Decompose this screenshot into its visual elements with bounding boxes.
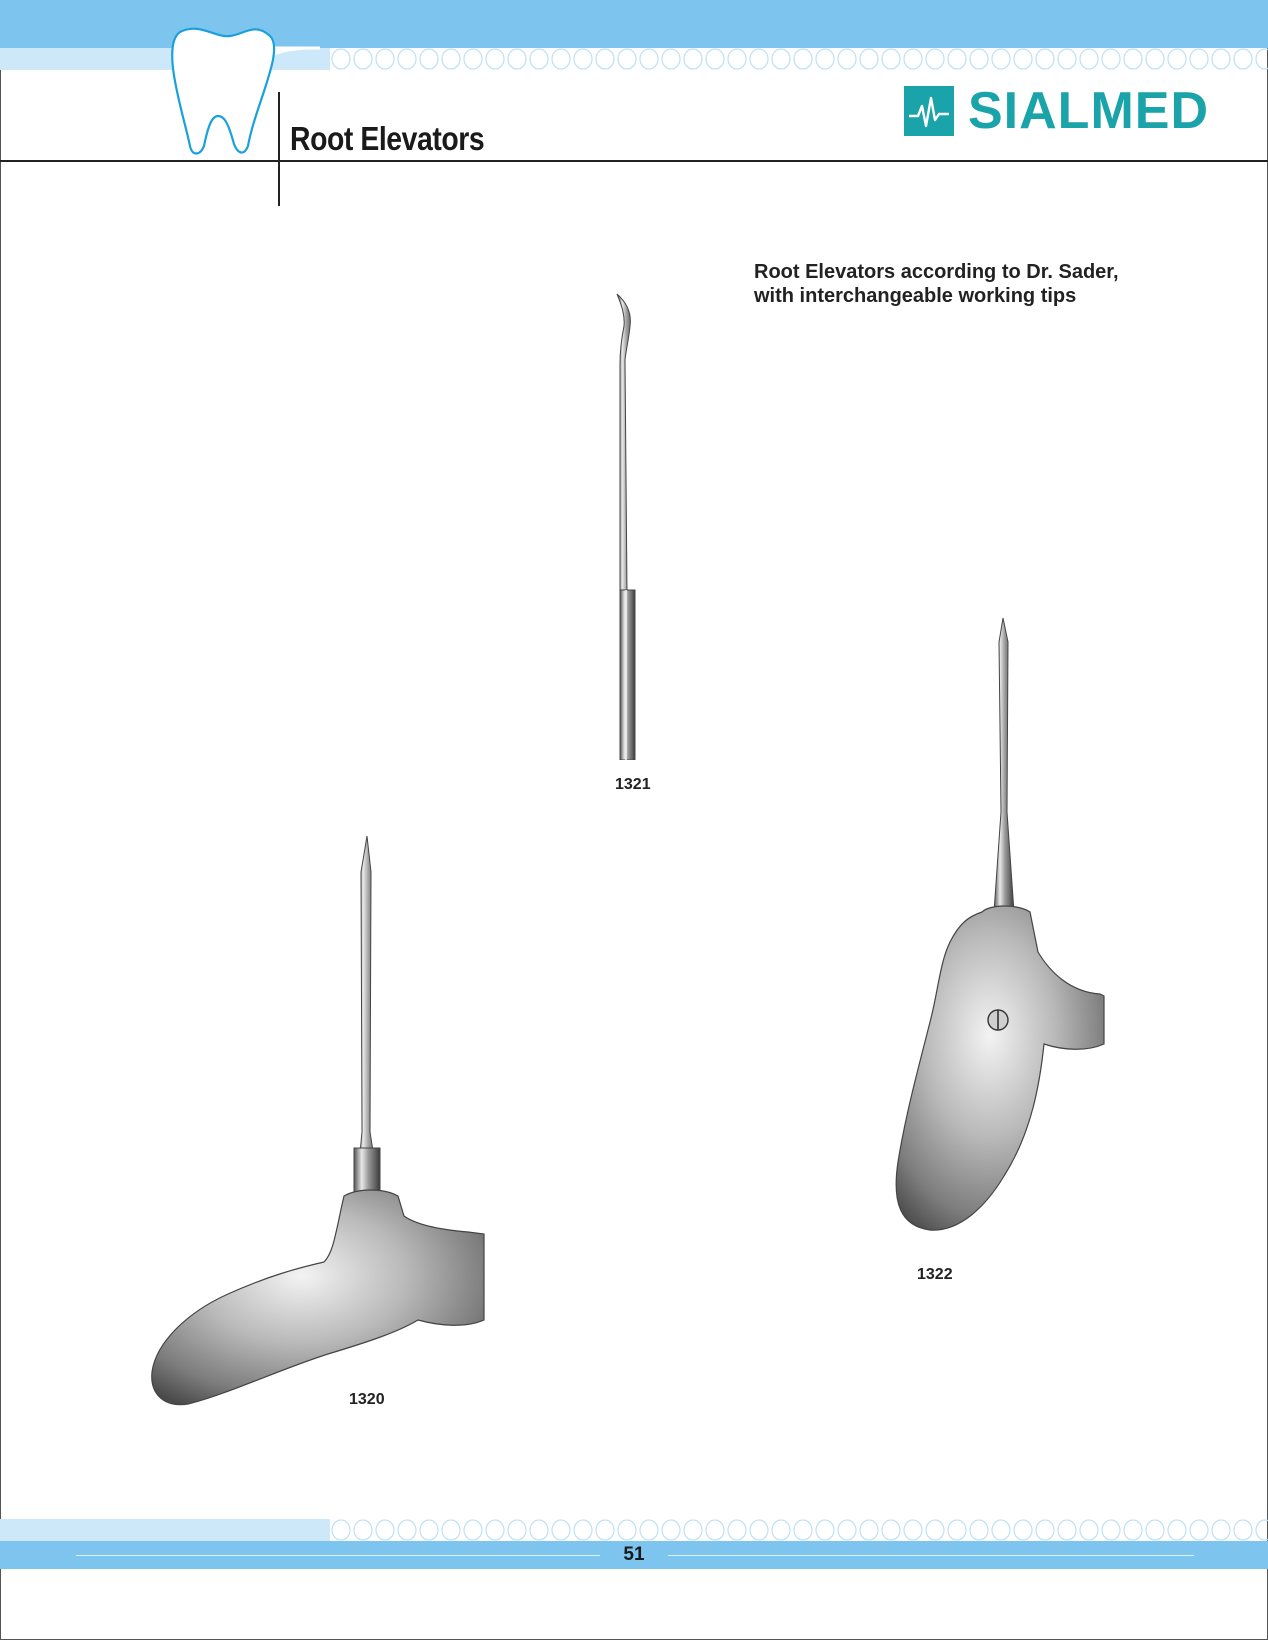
product-description	[754, 260, 1174, 308]
description-line-1: Root Elevators according to Dr. Sader,	[754, 261, 1119, 283]
footer-line-left	[76, 1555, 600, 1556]
brand-logo	[904, 82, 1209, 140]
instrument-1321-image	[600, 290, 660, 760]
header-rule	[0, 160, 1268, 162]
brand-name: SIALMED	[968, 82, 1209, 140]
description-line-2: with interchangeable working tips	[754, 285, 1077, 307]
item-number-1320: 1320	[349, 1391, 385, 1408]
item-number-1321: 1321	[615, 776, 651, 793]
item-number-1322: 1322	[917, 1266, 953, 1283]
header-divider	[278, 92, 280, 206]
instrument-1320-image	[148, 832, 488, 1412]
instrument-1322-image	[890, 612, 1120, 1242]
footer-ring-pattern	[330, 1519, 1268, 1541]
page-number: 51	[623, 1544, 645, 1565]
header-ring-pattern	[330, 48, 1268, 70]
footer-strip	[0, 1519, 330, 1541]
heartbeat-icon	[904, 86, 954, 136]
footer-line-right	[668, 1555, 1194, 1556]
page-title: Root Elevators	[290, 120, 485, 157]
